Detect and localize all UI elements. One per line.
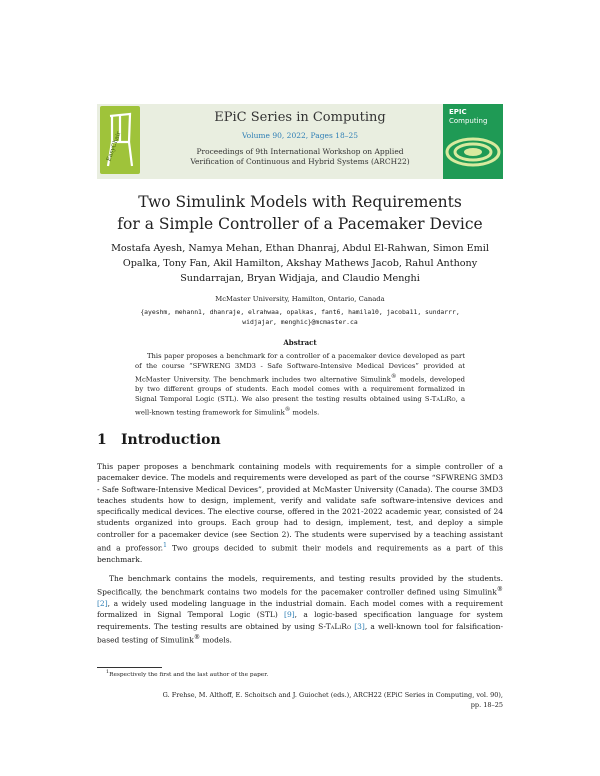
wave-logo-icon bbox=[443, 134, 503, 179]
text-run: , a logic-based specification language for system requirements. The testing results are obtained by using bbox=[97, 610, 503, 631]
paper-title bbox=[60, 191, 540, 235]
text-run: models. bbox=[290, 408, 320, 417]
footnote-link[interactable]: 1 bbox=[163, 542, 167, 550]
email-line: widjajar, menghic}@mcmaster.ca bbox=[242, 318, 358, 326]
tool-name: S-TaLiRo bbox=[318, 621, 352, 631]
registered-mark: ® bbox=[284, 406, 291, 413]
text-run: Two groups decided to submit their models and requirements as a part of this benchmark. bbox=[97, 543, 503, 564]
chair-icon bbox=[100, 106, 140, 174]
text-run: This paper proposes a benchmark containing models with requirements for a simple controller of a pacemaker device. The models and requirements were developed as part of the course “SFWRENG 3MD3 - Safe Software-Intensive Medical Devices”, provided at McMaster University (Canada). The course 3MD3 teaches students how to design, implement, verify and validate safe software-intensive devices and specifically medical devices. The elective course, offered in the 2021-2022 academic year, consisted of 24 students organized into groups. Each group had to design, implement, test, and deploy a simple controller for a pacemaker device (see Section 2). The students were supervised by a teaching assistant and a professor. bbox=[97, 462, 503, 553]
footnote bbox=[106, 670, 268, 678]
footer-line: G. Frehse, M. Althoff, E. Schoitsch and J. Guiochet (eds.), ARCH22 (EPiC Series in Computing, vol. 90), bbox=[162, 691, 503, 699]
section-heading bbox=[97, 432, 221, 448]
text-run: models. bbox=[200, 635, 232, 645]
author-line: Sundarrajan, Bryan Widjaja, and Claudio Menghi bbox=[180, 273, 420, 284]
volume-info[interactable]: Volume 90, 2022, Pages 18–25 bbox=[241, 131, 359, 140]
author-list bbox=[80, 241, 520, 286]
tool-name: S-TaLiRo bbox=[424, 395, 456, 404]
citation-link[interactable]: [9] bbox=[284, 610, 295, 620]
footnote-mark: 1 bbox=[106, 670, 110, 675]
citation-link[interactable]: [2] bbox=[97, 599, 108, 609]
registered-mark: ® bbox=[193, 633, 201, 641]
svg-text:EasyChair: EasyChair bbox=[105, 130, 123, 163]
text-run: , a widely used modeling language in the industrial domain. Each model comes with a requirement formalized in Signal Temporal Logic (STL) bbox=[97, 599, 503, 620]
footer-line: pp. 18–25 bbox=[470, 701, 503, 709]
registered-mark: ® bbox=[390, 373, 397, 380]
author-line: Opalka, Tony Fan, Akil Hamilton, Akshay Mathews Jacob, Rahul Anthony bbox=[122, 258, 478, 269]
proceedings-line: Proceedings of 9th International Workshop on Applied bbox=[196, 147, 404, 156]
computing-logo-word: Computing bbox=[449, 117, 488, 125]
text-run: , a well-known tool for falsification-based testing of Simulink bbox=[97, 621, 504, 645]
text-run: , a well-known testing framework for Simulink bbox=[135, 395, 466, 417]
intro-paragraph bbox=[97, 573, 503, 646]
page-footer bbox=[97, 690, 503, 710]
abstract-text bbox=[135, 351, 465, 417]
section-title: Introduction bbox=[121, 432, 221, 448]
epic-computing-logo bbox=[443, 104, 503, 179]
author-emails bbox=[100, 307, 500, 327]
citation-link[interactable]: [3] bbox=[354, 621, 365, 631]
section-number: 1 bbox=[97, 432, 107, 448]
paper-title-line: Two Simulink Models with Requirements bbox=[138, 193, 462, 211]
affiliation: McMaster University, Hamilton, Ontario, Canada bbox=[215, 295, 385, 303]
intro-paragraph bbox=[97, 461, 503, 565]
text-run: The benchmark contains the models, requirements, and testing results provided by the students. Specifically, the benchmark contains two models for the pacemaker controller defined using Simulink bbox=[97, 574, 503, 597]
proceedings-line: Verification of Continuous and Hybrid Systems (ARCH22) bbox=[190, 157, 410, 166]
email-line: {ayeshm, mehann1, dhanraje, elrahwaa, opalkas, fant6, hamila10, jacoba11, sundarrr, bbox=[140, 308, 460, 316]
series-title: EPiC Series in Computing bbox=[214, 110, 386, 125]
footnote-rule bbox=[97, 667, 162, 668]
footnote-text: Respectively the first and the last author of the paper. bbox=[109, 671, 269, 678]
text-run: This paper proposes a benchmark for a controller of a pacemaker device developed as part of the course “SFWRENG 3MD3 - Safe Software-Intensive Medical Devices” provided at McMaster University. The benchmark includes two alternative Simulink bbox=[135, 352, 465, 383]
easychair-logo bbox=[100, 106, 140, 174]
epic-logo-label bbox=[449, 108, 487, 126]
text-run: models, developed by two different groups of students. Each model comes with a requirement formalized in Signal Temporal Logic (STL). We also present the testing results obtained using bbox=[135, 374, 466, 404]
epic-logo-word: EPIC bbox=[449, 108, 467, 116]
abstract-heading: Abstract bbox=[283, 338, 317, 347]
registered-mark: ® bbox=[496, 586, 503, 594]
proceedings-info bbox=[150, 147, 450, 167]
paper-title-line: for a Simple Controller of a Pacemaker Device bbox=[117, 215, 483, 233]
author-line: Mostafa Ayesh, Namya Mehan, Ethan Dhanraj, Abdul El-Rahwan, Simon Emil bbox=[111, 243, 489, 254]
